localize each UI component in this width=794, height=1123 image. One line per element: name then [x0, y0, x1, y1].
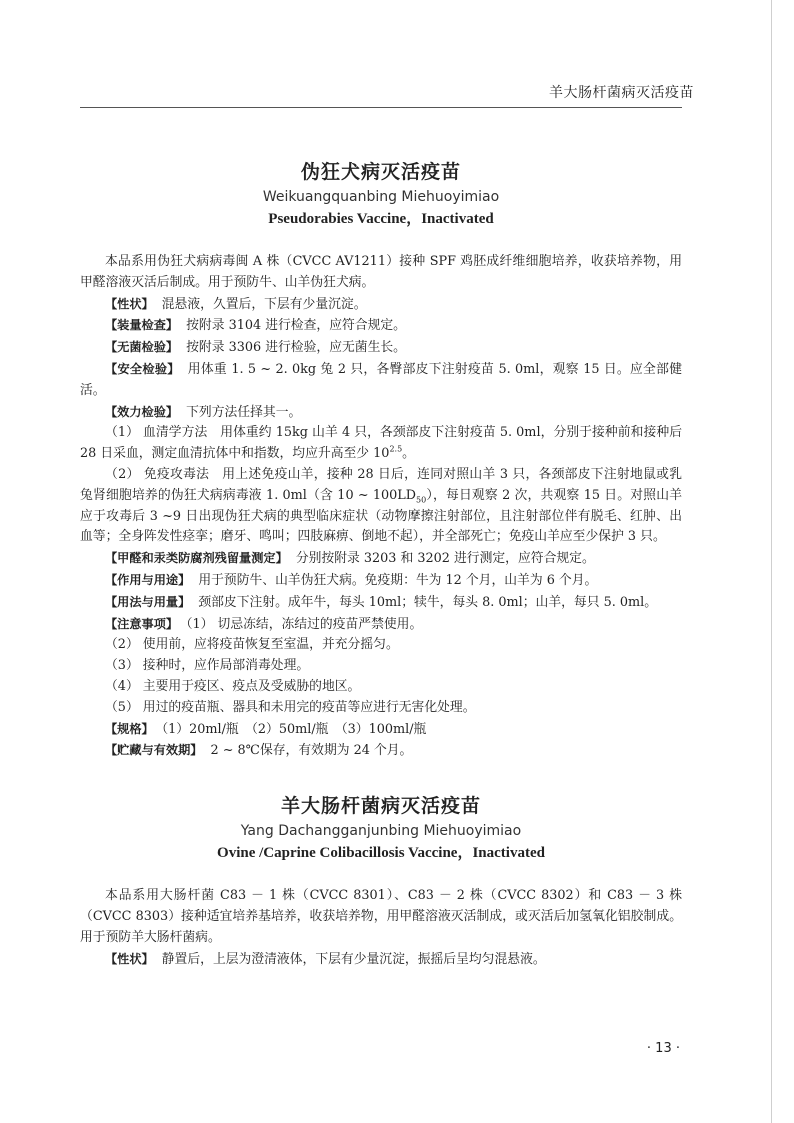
item-label: 【性状】: [105, 951, 154, 966]
section-title-english: Ovine /Caprine Colibacillosis Vaccine，Inactivated: [217, 845, 545, 862]
item-text: （1） 切忌冻结，冻结过的疫苗严禁使用。: [186, 616, 423, 632]
item-specification: [80, 719, 682, 741]
page-edge-line: [771, 0, 772, 1123]
section-title-english: Pseudorabies Vaccine，Inactivated: [268, 211, 494, 227]
page-number: · 13 ·: [646, 1041, 680, 1056]
item-label: 【甲醛和汞类防腐剂残留量测定】: [105, 551, 288, 566]
item-text: 颈部皮下注射。成年牛，每头 10ml；犊牛，每头 8. 0ml；山羊，每只 5. 0ml。: [198, 594, 658, 610]
section-colibacillosis-vaccine: [80, 792, 682, 970]
item-label: 【安全检验】: [105, 361, 180, 376]
item-appearance: [80, 949, 682, 971]
item-residue-test: [80, 548, 682, 570]
note-item: （2） 使用前，应将疫苗恢复至室温，并充分摇匀。: [105, 637, 399, 653]
item-volume-check: [80, 315, 682, 337]
note-item: （3） 接种时，应作局部消毒处理。: [105, 658, 310, 674]
running-header: 羊大肠杆菌病灭活疫苗: [549, 85, 694, 101]
item-label: 【效力检验】: [105, 404, 179, 419]
exponent: 2.5: [389, 444, 403, 454]
item-label: 【贮藏与有效期】: [105, 743, 203, 758]
section-title-pinyin: Yang Dachangganjunbing Miehuoyimiao: [240, 823, 522, 840]
section-title-chinese: 伪狂犬病灭活疫苗: [300, 161, 461, 183]
page-content: [80, 158, 682, 970]
item-label: 【作用与用途】: [105, 572, 191, 587]
item-potency-test: [80, 402, 682, 424]
note-item: （4） 主要用于疫区、疫点及受威胁的地区。: [105, 678, 361, 694]
item-text: 静置后，上层为澄清液体，下层有少量沉淀，振摇后呈均匀混悬液。: [161, 951, 546, 967]
item-text: （1）20ml/瓶 （2）50ml/瓶 （3）100ml/瓶: [161, 721, 427, 737]
item-label: 【用法与用量】: [105, 594, 191, 609]
item-text: 分别按附录 3203 和 3202 进行测定，应符合规定。: [295, 551, 595, 567]
item-safety-test: [80, 359, 682, 402]
item-label: 【无菌检验】: [105, 340, 179, 355]
intro-paragraph: 本品系用伪狂犬病病毒闽 A 株（CVCC AV1211）接种 SPF 鸡胚成纤维细胞培养，收获培养物，用甲醛溶液灭活后制成。用于预防牛、山羊伪狂犬病。: [80, 254, 682, 290]
header-rule: [80, 107, 682, 108]
section-title-block: [80, 792, 682, 864]
item-text: 用体重 1. 5 ~ 2. 0kg 兔 2 只，各臀部皮下注射疫苗 5. 0ml，观察 15 日。应全部健活。: [80, 361, 682, 398]
section-pseudorabies-vaccine: [80, 158, 682, 762]
method-serology: （1） 血清学方法 用体重约 15kg 山羊 4 只，各颈部皮下注射疫苗 5. 0ml，分别于接种前和接种后 28 日采血，测定血清抗体中和指数，均应升高至少 $10^{2.5}$。: [80, 425, 682, 462]
note-item: （5） 用过的疫苗瓶、器具和未用完的疫苗等应进行无害化处理。: [105, 699, 476, 715]
item-text: 按附录 3306 进行检验，应无菌生长。: [186, 340, 406, 356]
item-sterility-test: [80, 337, 682, 359]
item-storage: [80, 740, 682, 762]
subscript: 50: [416, 495, 427, 505]
section-title-pinyin: Weikuangquanbing Miehuoyimiao: [262, 189, 500, 205]
item-appearance: [80, 294, 682, 316]
item-text: 混悬液，久置后，下层有少量沉淀。: [161, 296, 367, 312]
item-text: 用于预防牛、山羊伪狂犬病。免疫期：牛为 12 个月，山羊为 6 个月。: [198, 572, 598, 588]
item-precautions: [80, 614, 682, 636]
section-title-block: [80, 158, 682, 230]
item-label: 【性状】: [105, 296, 154, 311]
item-label: 【注意事项】: [105, 616, 179, 631]
item-usage: [80, 570, 682, 592]
method-challenge: （2） 免疫攻毒法 用上述免疫山羊，接种 28 日后，连同对照山羊 3 只，各颈部皮下注射地鼠或乳兔肾细胞培养的伪狂犬病病毒液 1. 0ml（含 10 ~ $100LD_{50}$），每日观察 2 次，共观察 15 日。对照山羊应于攻毒后 3 ~9 日出现伪狂犬病的典型临床症状（动物摩擦注射部位，且注射部位伴有脱毛、红肿、出血等；全身阵发性痉挛；磨牙、鸣叫；四肢麻痹、倒地不起），并全部死亡；免疫山羊应至少保护 3 只。: [80, 466, 683, 545]
item-text: 下列方法任择其一。: [186, 404, 302, 420]
intro-paragraph: 本品系用大肠杆菌 C83 － 1 株（CVCC 8301）、C83 － 2 株（CVCC 8302）和 C83 － 3 株（CVCC 8303）接种适宜培养基培养，收获培养物，用甲醛溶液灭活制成，或灭活后加氢氧化铝胶制成。用于预防羊大肠杆菌病。: [80, 888, 682, 945]
item-label: 【规格】: [105, 721, 154, 736]
item-dosage: [80, 592, 682, 614]
section-title-chinese: 羊大肠杆菌病灭活疫苗: [280, 795, 481, 818]
item-text: 按附录 3104 进行检查，应符合规定。: [186, 318, 406, 334]
item-text: 2 ~ 8℃保存，有效期为 24 个月。: [210, 743, 413, 759]
item-label: 【装量检查】: [105, 318, 179, 333]
